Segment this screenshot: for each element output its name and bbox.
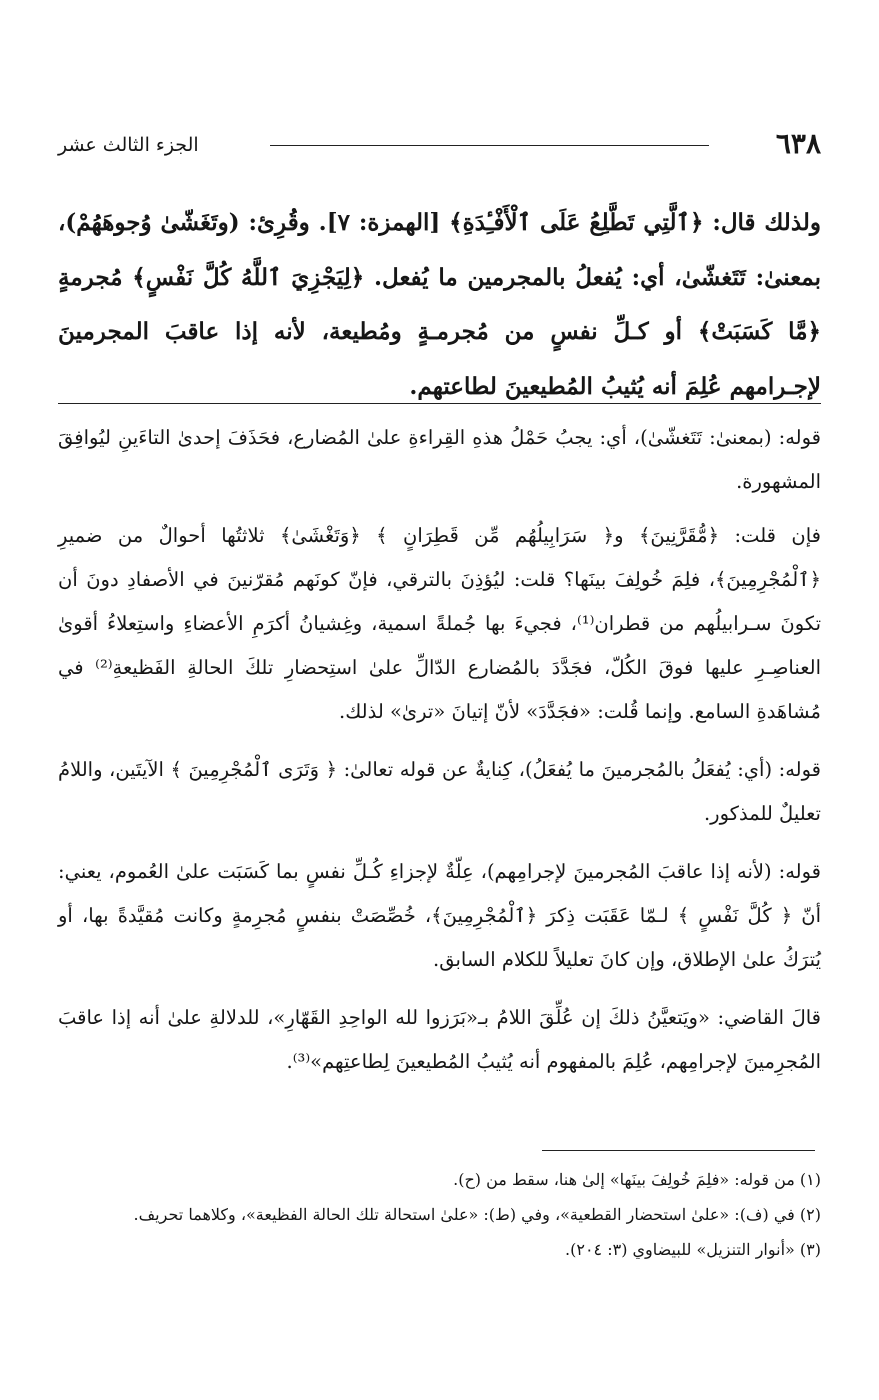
footnote: (٣) «أنوار التنزيل» للبيضاوي (٣: ٢٠٤). <box>565 1240 821 1259</box>
page-number: ٦٣٨ <box>775 127 821 160</box>
page-header <box>58 126 821 166</box>
commentary <box>58 416 821 1098</box>
commentary-paragraph: قوله: (بمعنىٰ: تَتَغشّىٰ)، أي: يجبُ حَمْلُ هذهِ القِراءةِ علىٰ المُضارع، فحَذَفَ إحدىٰ التاءَينِ ليُوافِقَ المشهورة. <box>58 426 821 493</box>
footnote: (١) من قوله: «فلِمَ خُولِفَ بينَها» إلىٰ هنا، سقط من (ح). <box>453 1170 821 1189</box>
commentary-paragraph: قوله: (أي: يُفعَلُ بالمُجرمينَ ما يُفعَلُ)، كِنايةٌ عن قوله تعالىٰ: ﴿ وَتَرَى ٱلْمُجْرِمِينَ ﴾ الآيتَين، واللامُ تعليلٌ للمذكور. <box>58 758 821 825</box>
running-title: الجزء الثالث عشر <box>58 134 199 156</box>
footnote-divider <box>542 1150 815 1151</box>
footnotes <box>58 1162 821 1267</box>
commentary-paragraph: قوله: (لأنه إذا عاقبَ المُجرمينَ لإجرامِهم)، عِلّةٌ لإجزاءِ كُـلِّ نفسٍ بما كَسَبَت علىٰ العُموم، يعني: أنّ ﴿ كُلَّ نَفْسٍ ﴾ لـمّا عَقَبَت ذِكرَ ﴿ٱلْمُجْرِمِينَ﴾، خُصِّصَتْ بنفسٍ مُجرِمةٍ وكانت مُقيَّدةً بها، أو يُترَكُ علىٰ الإطلاق، وإن كانَ تعليلاً للكلام السابق. <box>58 860 821 971</box>
main-text: ولذلك قال: ﴿ٱلَّتِي تَطَّلِعُ عَلَى ٱلْأَفْـِٔدَةِ﴾ [الهمزة: ٧]. وقُرِئ: (وتَغَشّىٰ وُجوهَهُمْ)، بمعنىٰ: تَتَغشّىٰ، أي: يُفعلُ بالمجرمين ما يُفعل. ﴿لِيَجْزِيَ ٱللَّهُ كُلَّ نَفْسٍ﴾ مُجرمةٍ ﴿مَّا كَسَبَتْ﴾ أو كـلِّ نفسٍ من مُجرمـةٍ ومُطيعة، لأنه إذا عاقبَ المجرمينَ لإجـرامهم عُلِمَ أنه يُثيبُ المُطيعينَ لطاعتهم. <box>58 209 822 400</box>
commentary-paragraph: فإن قلت: ﴿مُّقَرَّنِينَ﴾ و﴿ سَرَابِيلُهُم مِّن قَطِرَانٍ ﴾ ﴿وَتَغْشَىٰ﴾ ثلاثتُها أحوالٌ من ضميرِ ﴿ٱلْمُجْرِمِينَ﴾، فلِمَ خُولِفَ بينَها؟ قلت: ليُؤذِنَ بالترقي، فإنّ كونَهم مُقرّنينَ في الأصفادِ دونَ أن تكونَ سـرابيلُهم من قطران⁽¹⁾، فجيءَ بها جُملةً اسمية، وغِشيانُ أكرَمِ الأعضاءِ واستِعلاءُ أقوىٰ العناصِـرِ عليها فوقَ الكُلّ، فجَدَّدَ بالمُضارع الدّالِّ علىٰ استِحضارِ تلكَ الحالةِ الفَظيعةِ⁽²⁾ في مُشاهَدةِ السامع. وإنما قُلت: «فجَدَّدَ» لأنّ إتيانَ «ترىٰ» لذلك. <box>58 524 821 723</box>
main-text-divider <box>58 403 821 404</box>
commentary-paragraph: قالَ القاضي: «ويَتعيَّنُ ذلكَ إن عُلِّقَ اللامُ بـ«بَرَزوا لله الواحِدِ القَهّارِ»، للدلالةِ علىٰ أنه إذا عاقبَ المُجرِمينَ لإجرامِهم، عُلِمَ بالمفهوم أنه يُثيبُ المُطيعينَ لِطاعتِهم»⁽³⁾. <box>58 1006 821 1073</box>
header-rule <box>270 145 709 146</box>
footnote: (٢) في (ف): «علىٰ استحضار القطعية»، وفي (ط): «علىٰ استحالة تلك الحالة الفظيعة»، وكلاهما تحريف. <box>133 1205 821 1224</box>
